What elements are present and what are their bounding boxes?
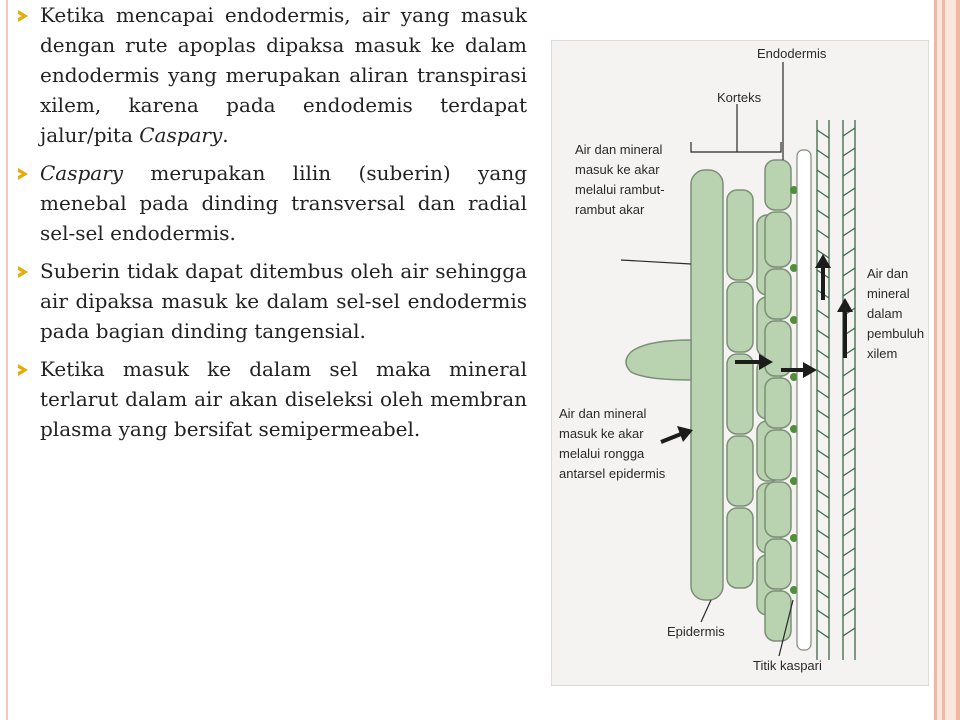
pericycle-cells — [797, 150, 811, 650]
label-air-rongga-3: melalui rongga — [559, 446, 645, 461]
arrow-bullet-icon — [18, 168, 28, 180]
bullet-item-1 — [12, 0, 527, 150]
bullet-2-italic: Caspary — [40, 161, 124, 185]
diagram-svg — [551, 40, 929, 686]
arrow-bullet-icon — [18, 10, 28, 22]
bullet-item-4 — [12, 354, 527, 444]
label-air-rambut-2: masuk ke akar — [575, 162, 660, 177]
label-air-xilem-1: Air dan — [867, 266, 909, 281]
arrow-bullet-icon — [18, 364, 28, 376]
bullet-4-text: Ketika masuk ke dalam sel maka mineral terlarut dalam air akan diseleksi oleh membran plasma yang bersifat semipermeabel. — [40, 357, 527, 441]
bullet-list — [12, 0, 527, 444]
label-air-xilem-2: mineral — [867, 286, 910, 301]
label-air-rambut-3: melalui rambut- — [575, 182, 665, 197]
label-air-xilem-4: pembuluh — [867, 326, 925, 341]
bullet-1-italic: Caspary — [139, 123, 223, 147]
label-korteks: Korteks — [717, 90, 762, 105]
right-decorative-border — [930, 0, 960, 720]
label-air-rambut-1: Air dan mineral — [575, 142, 663, 157]
bullet-item-3 — [12, 256, 527, 346]
bullet-1-text: Ketika mencapai endodermis, air yang masuk dengan rute apoplas dipaksa masuk ke dalam endodermis yang merupakan aliran transpirasi xilem, karena pada endodemis terdapat jalur/pita — [40, 3, 527, 147]
arrow-bullet-icon — [18, 266, 28, 278]
bullet-1-after: . — [222, 123, 229, 147]
label-titik-kaspari: Titik kaspari — [753, 658, 822, 673]
bullet-2-text: merupakan lilin (suberin) yang menebal pada dinding transversal dan radial sel-sel endodermis. — [40, 161, 527, 245]
label-air-rongga-2: masuk ke akar — [559, 426, 644, 441]
label-air-rongga-4: antarsel epidermis — [559, 466, 666, 481]
label-endodermis: Endodermis — [757, 46, 827, 61]
label-air-xilem-5: xilem — [867, 346, 898, 361]
bullet-3-text: Suberin tidak dapat ditembus oleh air sehingga air dipaksa masuk ke dalam sel-sel endodermis pada bagian dinding tangensial. — [40, 259, 527, 343]
label-air-rambut-4: rambut akar — [575, 202, 645, 217]
label-epidermis: Epidermis — [667, 624, 725, 639]
left-border-line — [6, 0, 8, 720]
root-water-path-diagram — [551, 40, 929, 686]
bullet-item-2 — [12, 158, 527, 248]
endodermis-cells — [765, 160, 791, 641]
label-air-rongga-1: Air dan mineral — [559, 406, 647, 421]
label-air-xilem-3: dalam — [867, 306, 903, 321]
